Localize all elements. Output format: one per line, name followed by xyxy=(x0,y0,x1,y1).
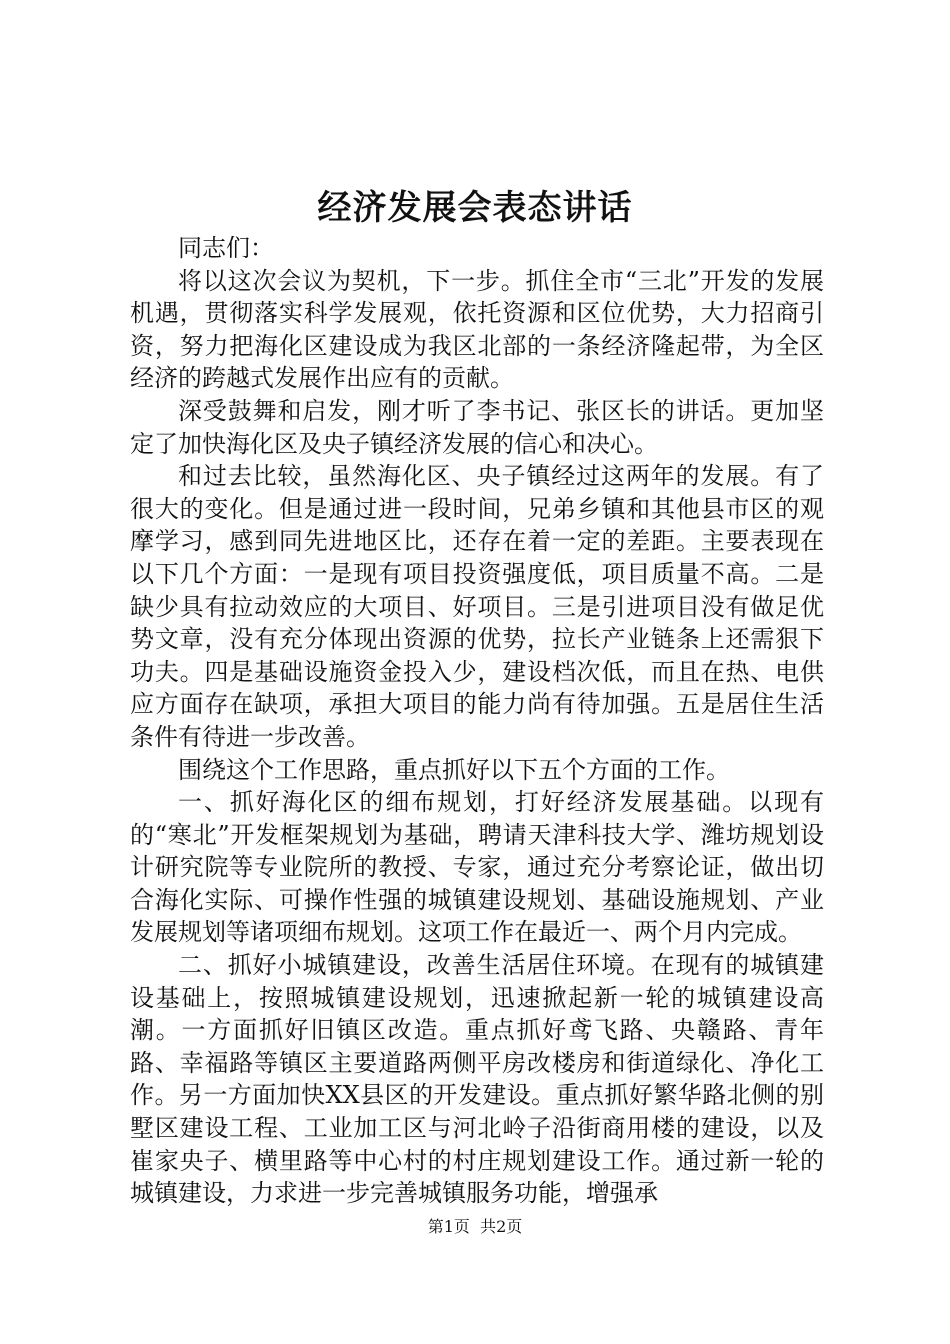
body-paragraph: 一、抓好海化区的细布规划，打好经济发展基础。以现有的“寒北”开发框架规划为基础，聘请天津科技大学、潍坊规划设计研究院等专业院所的教授、专家，通过充分考察论证，做出切合海化实际、可操作性强的城镇建设规划、基础设施规划、产业发展规划等诸项细布规划。这项工作在最近一、两个月内完成。 xyxy=(130,788,824,947)
page-total: 共2页 xyxy=(480,1217,523,1236)
body-paragraph: 围绕这个工作思路，重点抓好以下五个方面的工作。 xyxy=(178,755,730,784)
salutation-paragraph: 同志们： xyxy=(178,234,274,262)
document-body xyxy=(130,232,824,1210)
body-paragraph: 将以这次会议为契机，下一步。抓住全市“三北”开发的发展机遇，贯彻落实科学发展观，依托资源和区位优势，大力招商引资，努力把海化区建设成为我区北部的一条经济隆起带，为全区经济的跨越式发展作出应有的贡献。 xyxy=(130,266,824,393)
body-paragraph: 深受鼓舞和启发，刚才听了李书记、张区长的讲话。更加坚定了加快海化区及央子镇经济发展的信心和决心。 xyxy=(130,396,824,458)
page-footer xyxy=(0,1216,950,1238)
body-paragraph: 二、抓好小城镇建设，改善生活居住环境。在现有的城镇建设基础上，按照城镇建设规划，迅速掀起新一轮的城镇建设高潮。一方面抓好旧镇区改造。重点抓好鸢飞路、央赣路、青年路、幸福路等镇区主要道路两侧平房改楼房和街道绿化、净化工作。另一方面加快XX县区的开发建设。重点抓好繁华路北侧的别墅区建设工程、工业加工区与河北岭子沿街商用楼的建设，以及崔家央子、横里路等中心村的村庄规划建设工作。通过新一轮的城镇建设，力求进一步完善城镇服务功能，增强承 xyxy=(130,951,824,1208)
body-paragraph: 和过去比较，虽然海化区、央子镇经过这两年的发展。有了很大的变化。但是通过进一段时间，兄弟乡镇和其他县市区的观摩学习，感到同先进地区比，还存在着一定的差距。主要表现在以下几个方面：一是现有项目投资强度低，项目质量不高。二是缺少具有拉动效应的大项目、好项目。三是引进项目没有做足优势文章，没有充分体现出资源的优势，拉长产业链条上还需狠下功夫。四是基础设施资金投入少，建设档次低，而且在热、电供应方面存在缺项，承担大项目的能力尚有待加强。五是居住生活条件有待进一步改善。 xyxy=(130,462,824,751)
page-number: 第1页 xyxy=(427,1217,470,1236)
document-title: 经济发展会表态讲话 xyxy=(317,188,633,228)
